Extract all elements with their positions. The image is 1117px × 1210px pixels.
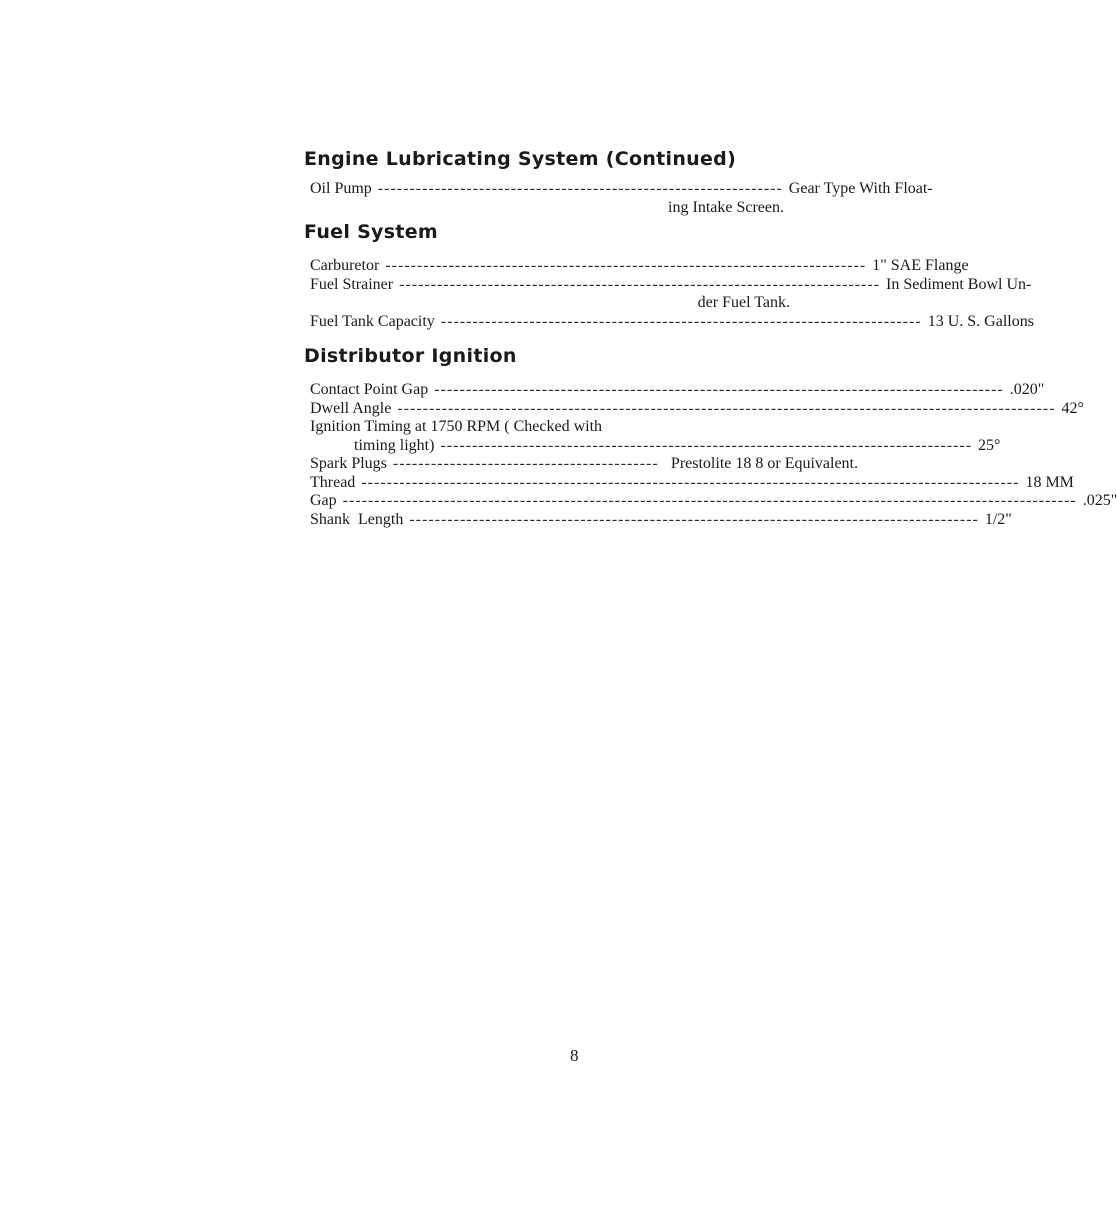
spec-label: Spark Plugs <box>310 455 387 472</box>
spec-value: In Sediment Bowl Un- <box>886 275 1032 293</box>
spec-value: 13 U. S. Gallons <box>927 312 1034 330</box>
leader-dashes: -------------------------------------------------------------------------------------------------------------------- <box>342 492 1077 509</box>
leader-dashes: ------------------------------------------------------------------------------------------ <box>434 381 1004 398</box>
leader-dashes: ---------------------------------------------------------------------------- <box>385 257 867 274</box>
spec-row-fuel-strainer <box>310 275 1032 295</box>
fuel-system-section <box>304 219 1034 331</box>
spec-value: Prestolite 18 8 or Equivalent. <box>670 455 858 472</box>
spec-value-continuation: ing Intake Screen. <box>668 198 784 216</box>
leader-dashes: ------------------------------------------------------------------------------------ <box>440 436 973 454</box>
spec-value: 18 MM <box>1025 473 1074 491</box>
leader-dashes: -------------------------------------------------------------------------------------------------------- <box>397 399 1056 417</box>
spec-value: 1" SAE Flange <box>872 257 969 274</box>
engine-lubricating-heading: Engine Lubricating System (Continued) <box>304 148 737 170</box>
spec-value: 1/2" <box>984 510 1012 528</box>
spec-label: Oil Pump <box>310 180 372 197</box>
spec-label: Carburetor <box>310 257 380 274</box>
fuel-system-heading: Fuel System <box>304 221 439 243</box>
spec-row-spark-plugs <box>310 455 858 474</box>
leader-dashes: ---------------------------------------------------------------------------- <box>399 275 881 293</box>
spec-row-ignition-timing <box>310 436 1001 456</box>
distributor-ignition-heading: Distributor Ignition <box>304 345 517 367</box>
leader-dashes: ---------------------------------------------------------------------------- <box>440 312 922 330</box>
spec-label: Thread <box>310 473 356 491</box>
spec-row-contact-point-gap <box>310 381 1045 400</box>
leader-dashes: ---------------------------------------------------------------- <box>377 180 783 197</box>
fuel-spec-list <box>304 257 1034 331</box>
spec-label: Shank Length <box>310 510 404 528</box>
spec-row-dwell-angle <box>310 399 1084 419</box>
leader-dashes: ------------------------------------------------------------------------------------------ <box>409 510 979 528</box>
leader-dashes: ------------------------------------------ <box>392 455 659 472</box>
spec-label: Dwell Angle <box>310 399 392 417</box>
engine-lubricating-section <box>304 146 933 217</box>
spec-label: Fuel Tank Capacity <box>310 312 435 330</box>
spec-content <box>304 146 1117 529</box>
leader-dashes: -------------------------------------------------------------------------------------------------------- <box>361 473 1020 491</box>
spec-label: Contact Point Gap <box>310 381 429 398</box>
spec-label: Fuel Strainer <box>310 275 394 293</box>
spec-row-gap <box>310 492 1117 511</box>
spec-value: 25° <box>978 436 1001 454</box>
spec-row-shank-length <box>310 510 1012 530</box>
spec-value: 42° <box>1061 399 1084 417</box>
spec-value: .020" <box>1009 381 1045 398</box>
spec-label-ignition-timing: Ignition Timing at 1750 RPM ( Checked with <box>310 418 603 435</box>
distributor-spec-list <box>304 381 1117 529</box>
page-number: 8 <box>570 1046 579 1065</box>
spec-row-carburetor <box>310 257 969 276</box>
spec-value: .025" <box>1082 492 1117 509</box>
spec-value-continuation: der Fuel Tank. <box>697 294 790 311</box>
spec-label: Gap <box>310 492 337 509</box>
spec-row-fuel-tank-capacity <box>310 312 1034 332</box>
spec-row-thread <box>310 473 1074 493</box>
distributor-ignition-section <box>304 343 1117 529</box>
spec-value: Gear Type With Float- <box>788 180 933 197</box>
spec-label: timing light) <box>354 436 435 454</box>
engine-spec-list <box>304 180 933 217</box>
spec-row-oil-pump <box>310 180 933 199</box>
